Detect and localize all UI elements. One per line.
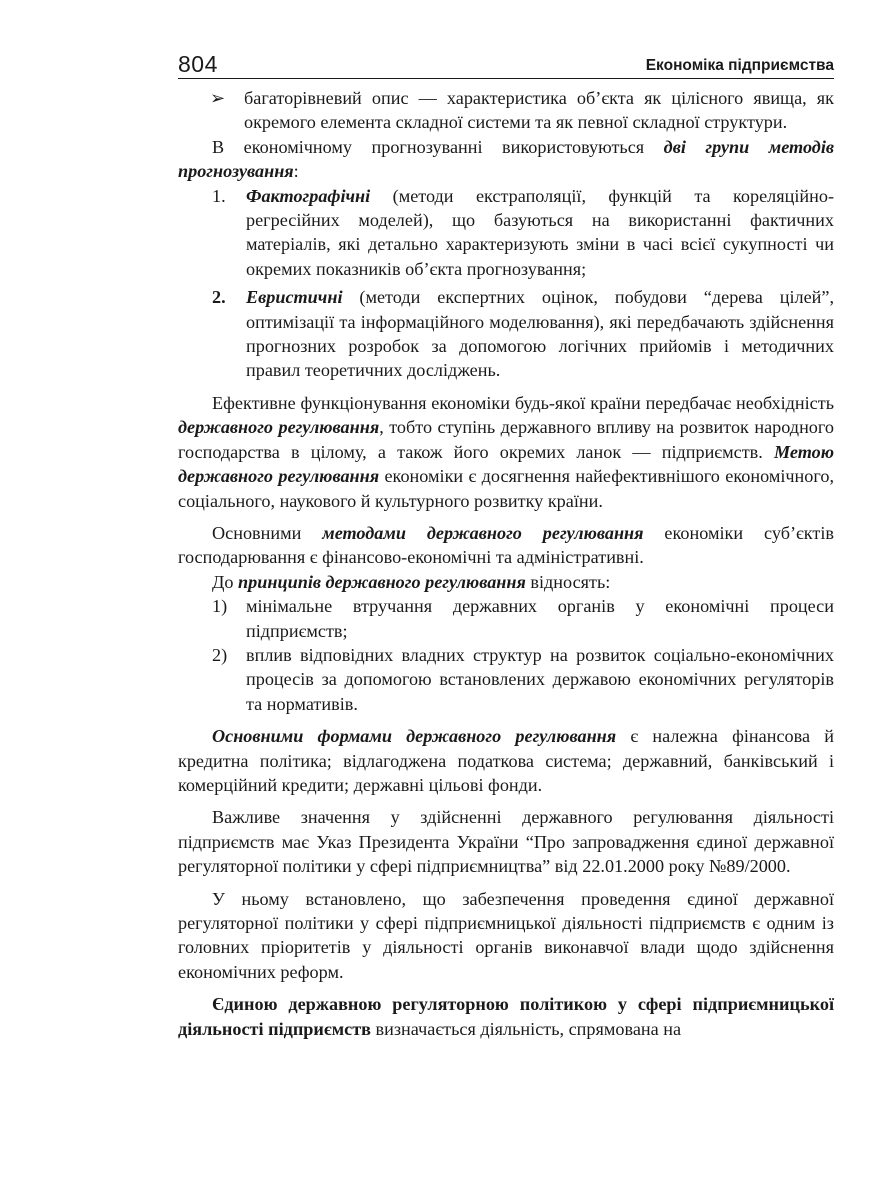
list-item [178, 594, 834, 643]
list-item [178, 86, 834, 135]
paragraph-principles-intro [178, 570, 834, 594]
paragraph-regulation-forms [178, 724, 834, 797]
paragraph-text: Важливе значення у здійсненні державного регулювання діяльності підприємств має Указ Президента України “Про запровадження єдиної державної регуляторної політики у сфері підприємництва” від 22.01.2000 року №89/2000. [178, 807, 834, 877]
list-number: 2. [212, 287, 226, 308]
paragraph-text: : [293, 161, 299, 182]
paragraph-text: У ньому встановлено, що забезпечення проведення єдиної державної регуляторної політики у сфері підприємницької діяльності підприємств є одним із головних пріоритетів у діяльності органів виконавчої влади щодо здійснення економічних реформ. [178, 888, 834, 982]
list-item-text: (методи екстраполяції, функцій та кореляційно-регресійних моделей), що базуються на використанні фактичних матеріалів, які детально характеризують зміни в часі всієї сукупності чи окремих показників об’єкта прогнозування; [246, 185, 834, 279]
term: Евристичні [246, 287, 343, 308]
emphasis: Єдиною державною регуляторною політикою у сфері підприємницької діяльності підприємств [178, 994, 834, 1039]
paragraph-text: економіки суб’єктів господарювання є фінансово-економічні та адміністративні. [178, 522, 834, 568]
paragraph-text: До [212, 571, 239, 592]
paragraph-text: Основними [212, 522, 323, 543]
paragraph-text: відносять: [525, 571, 611, 592]
emphasis: Метою державного регулювання [178, 441, 834, 487]
list-number: 1) [212, 596, 228, 617]
list-number: 1. [212, 185, 226, 206]
list-item-text: мінімальне втручання державних органів у економічні процеси підприємств; [246, 596, 834, 641]
list-item-text: (методи експертних оцінок, побудови “дерева цілей”, оптимізації та інформаційного моделювання), які передбачають здійснення прогнозних розробок за допомогою логічних прийомів і методичних правил теоретичних досліджень. [246, 287, 834, 381]
list-item-text: вплив відповідних владних структур на розвиток соціально-економічних процесів за допомогою встановлених державою економічних регуляторів та нормативів. [246, 644, 834, 714]
page-number: 804 [178, 51, 218, 77]
bullet-list [178, 86, 834, 135]
emphasis: державного регулювання [178, 417, 380, 438]
paragraph-definition [178, 992, 834, 1041]
list-item [178, 285, 834, 383]
paragraph-text: є належна фінансова й кредитна політика; відлагоджена податкова система; державний, банківський і комерційний кредити; державні цільові фонди. [178, 726, 834, 795]
list-item-text: багаторівневий опис — характеристика об’єкта як цілісного явища, як окремого елемента складної системи та як певної складної структури. [244, 88, 834, 133]
paragraph-presidential-decree [178, 805, 834, 878]
page-header [178, 50, 834, 79]
paragraph-priority [178, 887, 834, 985]
principles-list [178, 594, 834, 716]
paragraph-text: , тобто ступінь державного впливу на розвиток народного господарства в цілому, а також його окремих ланок — підприємств. [178, 417, 834, 462]
paragraph-text: Ефективне функціонування економіки будь-якої країни передбачає необхідність [212, 392, 834, 413]
emphasis: принципів державного регулювання [238, 571, 526, 592]
paragraph-text: економіки є досягнення найефективнішого економічного, соціального, наукового й культурного розвитку країни. [178, 466, 834, 511]
list-number: 2) [212, 644, 228, 665]
paragraph-text: визначається діяльність, спрямована на [370, 1018, 682, 1039]
methods-list [178, 184, 834, 383]
paragraph-text: В економічному прогнозуванні використовуються [212, 136, 664, 157]
arrow-bullet-icon: ➢ [210, 88, 226, 108]
paragraph-state-regulation [178, 391, 834, 513]
emphasis: методами державного регулювання [322, 522, 644, 543]
paragraph-methods-intro [178, 135, 834, 184]
list-item [178, 184, 834, 282]
list-item [178, 643, 834, 716]
paragraph-regulation-methods [178, 521, 834, 570]
running-title: Економіка підприємства [645, 57, 834, 74]
term: Фактографічні [246, 185, 371, 206]
page-body [178, 86, 834, 1041]
emphasis: Основними формами державного регулювання [212, 726, 617, 747]
emphasis: дві групи методів прогнозування [178, 136, 835, 182]
